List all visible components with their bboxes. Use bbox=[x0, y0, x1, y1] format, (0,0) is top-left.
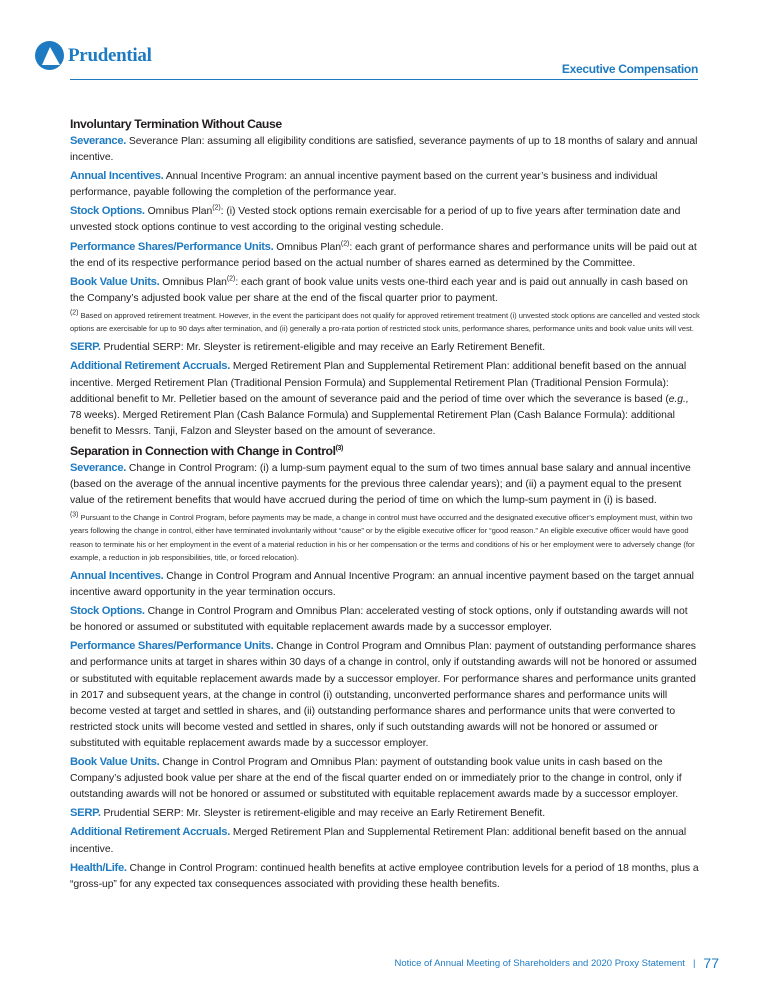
text: : (i) Vested stock options remain exercisable for a period of up to five years after termination date and unvested stock options continue to vest according to the original vesting schedule. bbox=[70, 206, 681, 234]
paragraph-stock-options bbox=[70, 203, 700, 236]
text: Change in Control Program and Omnibus Plan: accelerated vesting of stock options, only if outstanding awards will not be honored or assumed or substituted with equitable replacement awards made by a successor employer. bbox=[70, 606, 688, 634]
paragraph-additional-retirement-accruals bbox=[70, 358, 700, 439]
label: Performance Shares/Performance Units. bbox=[70, 240, 274, 253]
footnote-ref: (3) bbox=[335, 444, 343, 452]
text: : each grant of book value units vests one-third each year and is paid out annually in cash based on the Company’s adjusted book value per share at the end of the fiscal quarter prior to payment. bbox=[70, 276, 688, 304]
paragraph-performance-shares bbox=[70, 239, 700, 272]
label: SERP. bbox=[70, 341, 101, 354]
header-rule bbox=[70, 79, 698, 80]
text: Severance Plan: assuming all eligibility conditions are satisfied, severance payments of up to 18 months of salary and annual incentive. bbox=[70, 136, 698, 164]
footnote-ref: (2) bbox=[340, 240, 350, 248]
footnote-ref: (2) bbox=[226, 275, 236, 283]
paragraph-cic-serp bbox=[70, 805, 700, 822]
paragraph-serp bbox=[70, 339, 700, 356]
label: Stock Options. bbox=[70, 605, 145, 618]
text: Change in Control Program: continued health benefits at active employee contribution levels for a period of 18 months, plus a “gross-up” for any expected tax consequences associated with providing these health benefits. bbox=[70, 862, 699, 890]
footnote-2 bbox=[70, 309, 700, 335]
text: Prudential SERP: Mr. Sleyster is retirement-eligible and may receive an Early Retirement Benefit. bbox=[100, 342, 546, 354]
paragraph-cic-annual-incentives bbox=[70, 568, 700, 601]
label: Additional Retirement Accruals. bbox=[70, 360, 230, 373]
footnote-ref: (2) bbox=[212, 204, 221, 212]
text: Annual Incentive Program: an annual incentive payment based on the current year’s business and individual performance, payable following the completion of the performance year. bbox=[70, 171, 658, 199]
label: Annual Incentives. bbox=[70, 170, 164, 183]
document-body bbox=[70, 115, 700, 895]
label: Book Value Units. bbox=[70, 756, 160, 769]
label: Severance. bbox=[70, 135, 127, 147]
paragraph-severance bbox=[70, 133, 700, 166]
text-italic: e.g., bbox=[668, 393, 689, 405]
paragraph-cic-stock-options bbox=[70, 603, 700, 636]
paragraph-cic-performance-shares bbox=[70, 638, 700, 752]
text: Separation in Connection with Change in Control bbox=[70, 443, 336, 458]
text: Merged Retirement Plan and Supplemental Retirement Plan: additional benefit based on the annual incentive. bbox=[70, 827, 687, 855]
footnote-marker: (2) bbox=[70, 309, 79, 317]
rock-logo-icon bbox=[35, 41, 64, 70]
heading-involuntary-termination: Involuntary Termination Without Cause bbox=[70, 117, 282, 131]
label: SERP. bbox=[70, 807, 101, 820]
text: Merged Retirement Plan and Supplemental Retirement Plan: additional benefit based on the annual incentive. Merged Retirement Plan (Traditional Pension Formula) and Supplemental Retirement Plan (Traditional Pension Formula): additional benefit to Mr. Pelletier based on the amount of severance paid and the period of time over which the severance is based ( bbox=[70, 361, 687, 405]
paragraph-cic-book-value-units bbox=[70, 754, 700, 803]
text: Change in Control Program and Omnibus Plan: payment of outstanding book value units in cash based on the Company’s adjusted book value per share at the end of the fiscal quarter ended on or immediately prior to the change in control, only if outstanding awards will not be honored or assumed or substituted with equitable replacement awards made by a successor employer. bbox=[70, 757, 682, 801]
paragraph-cic-severance bbox=[70, 460, 700, 509]
text: Omnibus Plan bbox=[144, 206, 213, 218]
label: Stock Options. bbox=[70, 205, 145, 218]
text: Prudential SERP: Mr. Sleyster is retirement-eligible and may receive an Early Retirement Benefit. bbox=[100, 808, 546, 820]
text: : each grant of performance shares and performance units will be paid out at the end of its respective performance period based on the actual number of shares earned as determined by the Committee. bbox=[70, 241, 697, 269]
text: Change in Control Program: (i) a lump-sum payment equal to the sum of two times annual base salary and annual incentive (based on the average of the annual incentive payments for the previous three calendar years); and (ii) a payment equal to the present value of the retirement benefits that would have accrued during the period of time on which the lump-sum payment in (i) is based. bbox=[70, 462, 691, 507]
text: Pursuant to the Change in Control Program, before payments may be made, a change in control must have occurred and the designated executive officer’s employment must, within two years following the change in control, either have terminated involuntarily without “cause” or by the eligible executive officer for “good reason.” An eligible executive officer would have good reason to terminate his or her employment in the event of a material reduction in his or her compensation or the terms and conditions of his or her employment were to adversely change (for example, a reduction in job responsibilities, title, or forced relocation). bbox=[70, 513, 695, 562]
paragraph-cic-health-life bbox=[70, 860, 700, 893]
label: Annual Incentives. bbox=[70, 570, 164, 582]
text: Change in Control Program and Annual Incentive Program: an annual incentive payment based on the target annual incentive award opportunity in the year termination occurs. bbox=[70, 571, 694, 599]
paragraph-cic-additional-retirement-accruals bbox=[70, 824, 700, 857]
text: Change in Control Program and Omnibus Plan: payment of outstanding performance shares and performance units at target in shares within 30 days of a change in control, only if outstanding awards will not be honored or assumed or substituted with equitable replacement awards made by a successor employer. For performance shares and performance units granted in 2017 and subsequent years, at the change in control (i) outstanding, unconverted performance shares and performance units will become vested at target and settled in shares, and (ii) outstanding performance shares and performance units that were converted to restricted stock units will become vested and settled in shares, only if such outstanding awards will not be honored or assumed or substituted with equitable replacement awards made by a successor employer. bbox=[70, 641, 697, 749]
text: 78 weeks). Merged Retirement Plan (Cash Balance Formula) and Supplemental Retirement Plan (Cash Balance Formula): additional benefit to Messrs. Tanji, Falzon and Sleyster based on the amount of severance. bbox=[70, 409, 675, 437]
text: Based on approved retirement treatment. However, in the event the participant does not qualify for approved retirement treatment (i) unvested stock options are cancelled and vested stock options are exercisable for up to 90 days after termination, and (ii) generally a pro-rata portion of restricted stock units, performance shares, performance units and book value units will vest. bbox=[70, 310, 700, 334]
label: Additional Retirement Accruals. bbox=[70, 826, 230, 839]
logo-text: Prudential bbox=[68, 44, 152, 66]
paragraph-annual-incentives bbox=[70, 168, 700, 201]
footer-separator: | bbox=[692, 957, 696, 969]
footnote-3 bbox=[70, 511, 700, 564]
section-title: Executive Compensation bbox=[561, 62, 698, 76]
text: Omnibus Plan bbox=[159, 276, 227, 288]
page-footer bbox=[394, 955, 719, 971]
label: Severance. bbox=[70, 461, 127, 474]
label: Health/Life. bbox=[70, 861, 127, 874]
footnote-marker: (3) bbox=[70, 511, 79, 519]
footer-text: Notice of Annual Meeting of Shareholders and 2020 Proxy Statement bbox=[394, 957, 685, 969]
page-number: 77 bbox=[703, 955, 719, 971]
prudential-logo bbox=[35, 41, 152, 70]
paragraph-book-value-units bbox=[70, 274, 700, 307]
heading-change-in-control bbox=[70, 442, 700, 460]
text: Omnibus Plan bbox=[273, 241, 341, 253]
label: Performance Shares/Performance Units. bbox=[70, 640, 274, 653]
label: Book Value Units. bbox=[70, 275, 160, 288]
